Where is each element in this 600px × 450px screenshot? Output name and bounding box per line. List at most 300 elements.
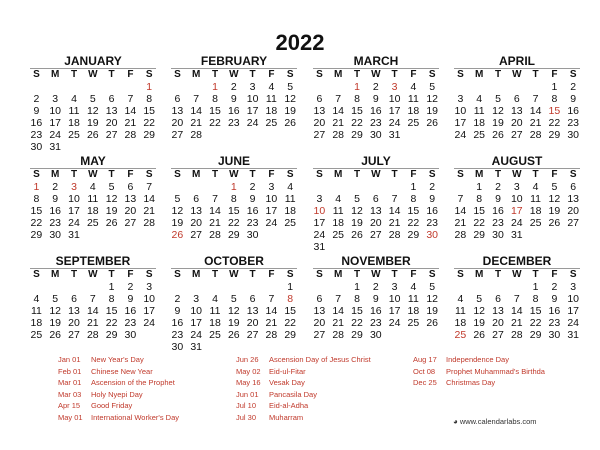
day-cell: 4 xyxy=(268,81,275,93)
day-cell: 7 xyxy=(146,181,153,193)
empty-cell xyxy=(451,181,470,193)
weekday-header-row xyxy=(310,269,442,281)
weekday-header: T xyxy=(532,269,539,280)
day-cell: 21 xyxy=(124,117,137,129)
day-cell: 26 xyxy=(473,329,486,341)
empty-cell xyxy=(83,229,102,241)
week-row xyxy=(310,81,442,93)
day-cell: 7 xyxy=(268,293,275,305)
weekday-header: F xyxy=(268,169,275,180)
day-cell: 3 xyxy=(513,181,520,193)
empty-cell xyxy=(451,141,470,153)
empty-cell xyxy=(83,341,102,353)
weekday-header: M xyxy=(475,169,484,180)
weekday-header: T xyxy=(391,169,398,180)
day-cell: 17 xyxy=(246,105,259,117)
day-cell: 12 xyxy=(548,193,561,205)
empty-cell xyxy=(140,229,159,241)
weekday-header: M xyxy=(334,69,343,80)
empty-cell xyxy=(102,341,121,353)
day-cell: 8 xyxy=(532,293,539,305)
day-cell: 20 xyxy=(171,117,184,129)
day-cell: 20 xyxy=(369,217,382,229)
day-cell: 15 xyxy=(473,205,486,217)
empty-cell xyxy=(451,281,470,293)
empty-cell xyxy=(65,81,84,93)
empty-cell xyxy=(262,281,281,293)
day-cell: 2 xyxy=(33,93,40,105)
empty-cell xyxy=(545,229,564,241)
day-cell: 15 xyxy=(105,305,118,317)
day-cell: 10 xyxy=(49,105,62,117)
weekday-header: M xyxy=(192,169,201,180)
day-cell: 20 xyxy=(492,317,504,329)
weekday-header: F xyxy=(127,269,134,280)
empty-cell xyxy=(140,141,159,153)
day-cell: 11 xyxy=(530,193,542,205)
day-cell: 7 xyxy=(532,93,539,105)
week-row xyxy=(451,329,583,341)
day-cell: 10 xyxy=(313,205,326,217)
day-cell: 8 xyxy=(476,193,483,205)
day-cell: 18 xyxy=(30,317,43,329)
week-row xyxy=(168,129,300,141)
week-row xyxy=(27,181,159,193)
day-cell: 11 xyxy=(209,305,221,317)
day-cell: 12 xyxy=(426,93,439,105)
week-row xyxy=(310,229,442,241)
weekday-header: F xyxy=(410,169,417,180)
day-cell: 30 xyxy=(492,229,504,241)
day-cell: 17 xyxy=(313,217,326,229)
day-cell: 27 xyxy=(124,217,137,229)
holiday-entry xyxy=(58,377,179,389)
day-cell: 22 xyxy=(529,317,542,329)
day-cell: 22 xyxy=(284,317,297,329)
day-cell: 22 xyxy=(30,217,43,229)
day-cell: 30 xyxy=(49,229,62,241)
weekday-header: T xyxy=(494,269,502,280)
day-cell: 7 xyxy=(391,193,398,205)
week-row xyxy=(168,93,300,105)
weekday-header: F xyxy=(268,69,275,80)
empty-cell xyxy=(366,141,385,153)
day-cell: 5 xyxy=(551,181,558,193)
empty-cell xyxy=(545,341,564,353)
day-cell: 28 xyxy=(529,129,542,141)
day-cell: 5 xyxy=(174,193,181,205)
day-cell: 18 xyxy=(284,205,297,217)
day-cell: 16 xyxy=(492,205,504,217)
day-cell: 14 xyxy=(332,105,345,117)
day-cell: 27 xyxy=(171,129,184,141)
month-april xyxy=(451,55,583,153)
day-cell: 15 xyxy=(529,305,542,317)
day-cell: 25 xyxy=(473,129,486,141)
holiday-name: International Worker's Day xyxy=(91,412,179,422)
day-cell: 29 xyxy=(143,129,156,141)
month-name: APRIL xyxy=(454,55,580,69)
weekday-header: S xyxy=(145,69,153,80)
day-cell: 10 xyxy=(388,93,401,105)
empty-cell xyxy=(489,241,508,253)
empty-cell xyxy=(423,341,442,353)
day-cell: 15 xyxy=(351,305,363,317)
day-cell: 19 xyxy=(351,217,363,229)
day-cell: 20 xyxy=(105,117,118,129)
day-cell: 1 xyxy=(354,281,360,293)
day-cell: 31 xyxy=(190,341,203,353)
day-cell: 18 xyxy=(265,105,278,117)
weekday-header: S xyxy=(428,69,436,80)
empty-cell xyxy=(564,341,583,353)
holiday-entry xyxy=(413,377,545,389)
day-cell: 30 xyxy=(30,141,43,153)
day-cell: 3 xyxy=(316,193,323,205)
day-cell: 10 xyxy=(246,93,259,105)
day-cell: 4 xyxy=(476,93,483,105)
website-url: www.calendarlabs.com xyxy=(459,417,537,426)
holiday-date: Feb 01 xyxy=(58,366,82,376)
empty-cell xyxy=(545,241,564,253)
day-cell: 14 xyxy=(265,305,278,317)
day-cell: 28 xyxy=(388,229,401,241)
weekday-header: T xyxy=(211,269,219,280)
day-cell: 1 xyxy=(354,81,360,93)
weekday-header: F xyxy=(551,269,558,280)
day-cell: 7 xyxy=(193,93,200,105)
holiday-date: Jun 26 xyxy=(236,355,259,364)
holiday-date: Mar 03 xyxy=(58,389,82,399)
day-cell: 26 xyxy=(171,229,184,241)
day-cell: 15 xyxy=(30,205,43,217)
day-cell: 26 xyxy=(105,217,118,229)
empty-cell xyxy=(404,241,423,253)
week-row xyxy=(168,117,300,129)
holiday-list-3 xyxy=(413,354,545,389)
empty-cell xyxy=(121,141,140,153)
day-cell: 24 xyxy=(246,117,259,129)
empty-cell xyxy=(329,281,348,293)
month-name: FEBRUARY xyxy=(171,55,297,69)
day-cell: 6 xyxy=(127,181,134,193)
day-cell: 9 xyxy=(52,193,59,205)
day-cell: 14 xyxy=(529,105,542,117)
empty-cell xyxy=(526,341,545,353)
day-cell: 21 xyxy=(190,117,203,129)
day-cell: 8 xyxy=(354,293,360,305)
weekday-header: T xyxy=(70,169,78,180)
day-cell: 17 xyxy=(388,105,401,117)
day-cell: 27 xyxy=(567,217,580,229)
empty-cell xyxy=(451,81,470,93)
weekday-header: W xyxy=(512,269,522,280)
day-cell: 24 xyxy=(49,129,62,141)
empty-cell xyxy=(224,341,243,353)
week-row xyxy=(168,293,300,305)
week-row xyxy=(310,141,442,153)
weekday-header: T xyxy=(211,169,219,180)
day-cell: 26 xyxy=(426,117,439,129)
day-cell: 7 xyxy=(513,293,520,305)
empty-cell xyxy=(83,141,102,153)
day-cell: 28 xyxy=(265,329,278,341)
empty-cell xyxy=(187,141,206,153)
day-cell: 8 xyxy=(146,93,153,105)
day-cell: 20 xyxy=(313,117,326,129)
empty-cell xyxy=(262,141,281,153)
weekday-header: M xyxy=(192,269,201,280)
day-cell: 17 xyxy=(454,117,467,129)
day-cell: 16 xyxy=(227,105,240,117)
weekday-header: S xyxy=(316,269,323,280)
day-cell: 5 xyxy=(287,81,294,93)
day-cell: 22 xyxy=(473,217,486,229)
week-row xyxy=(451,193,583,205)
day-cell: 24 xyxy=(313,229,326,241)
day-cell: 16 xyxy=(30,117,43,129)
day-cell: 20 xyxy=(567,205,580,217)
day-cell: 5 xyxy=(108,181,115,193)
day-cell: 27 xyxy=(369,229,382,241)
empty-cell xyxy=(187,281,206,293)
day-cell: 21 xyxy=(143,205,156,217)
day-cell: 10 xyxy=(454,105,467,117)
day-cell: 13 xyxy=(124,193,137,205)
empty-cell xyxy=(470,81,489,93)
day-cell: 3 xyxy=(391,281,398,293)
day-cell: 20 xyxy=(510,117,523,129)
day-cell: 15 xyxy=(209,105,221,117)
week-row xyxy=(451,293,583,305)
week-row xyxy=(310,341,442,353)
day-cell: 7 xyxy=(335,93,342,105)
day-cell: 14 xyxy=(143,193,156,205)
weekday-header: W xyxy=(229,269,239,280)
day-cell: 22 xyxy=(351,117,363,129)
month-january xyxy=(27,55,159,153)
day-cell: 22 xyxy=(351,317,363,329)
week-row xyxy=(310,105,442,117)
week-row xyxy=(310,181,442,193)
weekday-header: S xyxy=(569,269,577,280)
day-cell: 19 xyxy=(492,117,504,129)
day-cell: 23 xyxy=(567,117,580,129)
weekday-header: F xyxy=(127,169,134,180)
day-cell: 14 xyxy=(388,205,401,217)
week-row xyxy=(451,93,583,105)
weekday-header: T xyxy=(391,69,398,80)
week-row xyxy=(168,205,300,217)
day-cell: 12 xyxy=(227,305,240,317)
day-cell: 6 xyxy=(174,93,181,105)
empty-cell xyxy=(206,341,225,353)
day-cell: 11 xyxy=(68,105,80,117)
day-cell: 21 xyxy=(454,217,467,229)
weekday-header: W xyxy=(371,169,381,180)
empty-cell xyxy=(83,281,102,293)
day-cell: 14 xyxy=(454,205,467,217)
day-cell: 29 xyxy=(105,329,118,341)
day-cell: 15 xyxy=(407,205,420,217)
month-name: AUGUST xyxy=(454,155,580,169)
day-cell: 29 xyxy=(30,229,43,241)
week-row xyxy=(27,141,159,153)
day-cell: 28 xyxy=(454,229,467,241)
weekday-header: T xyxy=(249,169,256,180)
weekday-header: M xyxy=(51,69,60,80)
weekday-header: T xyxy=(494,69,502,80)
empty-cell xyxy=(470,141,489,153)
day-cell: 25 xyxy=(454,329,467,341)
empty-cell xyxy=(404,329,423,341)
weekday-header-row xyxy=(27,269,159,281)
holiday-date: May 02 xyxy=(236,366,261,376)
week-row xyxy=(451,341,583,353)
empty-cell xyxy=(27,81,46,93)
day-cell: 12 xyxy=(351,205,363,217)
week-row xyxy=(168,217,300,229)
weekday-header: M xyxy=(475,269,484,280)
day-cell: 22 xyxy=(209,117,221,129)
day-cell: 5 xyxy=(52,293,59,305)
week-row xyxy=(451,305,583,317)
empty-cell xyxy=(224,281,243,293)
week-row xyxy=(27,293,159,305)
empty-cell xyxy=(121,341,140,353)
day-cell: 22 xyxy=(227,217,240,229)
weekday-header: S xyxy=(457,169,464,180)
day-cell: 31 xyxy=(313,241,326,253)
weekday-header: T xyxy=(532,69,539,80)
holiday-date: Jul 10 xyxy=(236,401,257,410)
holiday-name: Eid-al-Adha xyxy=(269,401,309,410)
day-cell: 16 xyxy=(548,305,561,317)
empty-cell xyxy=(348,181,367,193)
day-cell: 5 xyxy=(354,193,360,205)
weekday-header: T xyxy=(108,269,115,280)
holiday-entry xyxy=(58,354,179,366)
day-cell: 23 xyxy=(426,217,439,229)
empty-cell xyxy=(46,81,65,93)
holiday-entry xyxy=(236,366,371,378)
day-cell: 2 xyxy=(570,81,577,93)
day-cell: 29 xyxy=(351,129,363,141)
holiday-date: Jun 01 xyxy=(236,389,259,399)
day-cell: 26 xyxy=(49,329,62,341)
day-cell: 10 xyxy=(265,193,278,205)
weekday-header: T xyxy=(353,169,361,180)
holiday-entry xyxy=(236,412,371,424)
weekday-header: W xyxy=(88,269,98,280)
weekday-header: M xyxy=(334,269,343,280)
day-cell: 1 xyxy=(33,181,40,193)
day-cell: 9 xyxy=(127,293,134,305)
day-cell: 26 xyxy=(86,129,99,141)
day-cell: 12 xyxy=(473,305,486,317)
weekday-header: S xyxy=(569,169,577,180)
day-cell: 8 xyxy=(551,93,558,105)
week-row xyxy=(168,341,300,353)
weekday-header: F xyxy=(551,169,558,180)
empty-cell xyxy=(121,81,140,93)
day-cell: 2 xyxy=(372,81,379,93)
day-cell: 22 xyxy=(407,217,420,229)
day-cell: 9 xyxy=(570,93,577,105)
holiday-date: Jul 30 xyxy=(236,412,257,422)
month-november xyxy=(310,255,442,353)
week-row xyxy=(168,241,300,253)
day-cell: 20 xyxy=(190,217,203,229)
day-cell: 21 xyxy=(388,217,401,229)
day-cell: 28 xyxy=(86,329,99,341)
day-cell: 21 xyxy=(86,317,99,329)
weekday-header-row xyxy=(451,169,583,181)
day-cell: 31 xyxy=(49,141,62,153)
empty-cell xyxy=(329,181,348,193)
day-cell: 3 xyxy=(52,93,59,105)
day-cell: 16 xyxy=(426,205,439,217)
weekday-header: S xyxy=(33,169,40,180)
empty-cell xyxy=(262,129,281,141)
weekday-header: T xyxy=(391,269,398,280)
week-row xyxy=(310,241,442,253)
day-cell: 26 xyxy=(426,317,439,329)
day-cell: 7 xyxy=(127,93,134,105)
day-cell: 30 xyxy=(369,129,382,141)
day-cell: 1 xyxy=(146,81,153,93)
day-cell: 16 xyxy=(171,317,184,329)
empty-cell xyxy=(206,141,225,153)
empty-cell xyxy=(168,141,187,153)
month-name: JANUARY xyxy=(30,55,156,69)
day-cell: 1 xyxy=(410,181,417,193)
week-row xyxy=(168,229,300,241)
day-cell: 18 xyxy=(473,117,486,129)
day-cell: 3 xyxy=(391,81,398,93)
empty-cell xyxy=(102,81,121,93)
day-cell: 25 xyxy=(407,117,420,129)
empty-cell xyxy=(310,341,329,353)
day-cell: 2 xyxy=(249,181,256,193)
holiday-name: New Year's Day xyxy=(91,355,144,364)
empty-cell xyxy=(281,241,300,253)
day-cell: 22 xyxy=(105,317,118,329)
day-cell: 1 xyxy=(551,81,558,93)
weekday-header: T xyxy=(249,69,256,80)
day-cell: 24 xyxy=(265,217,278,229)
day-cell: 7 xyxy=(457,193,464,205)
day-cell: 8 xyxy=(354,93,360,105)
day-cell: 24 xyxy=(510,217,523,229)
day-cell: 21 xyxy=(332,117,345,129)
empty-cell xyxy=(385,329,404,341)
weekday-header: M xyxy=(475,69,484,80)
holiday-date: Dec 25 xyxy=(413,378,437,387)
day-cell: 8 xyxy=(410,193,417,205)
day-cell: 9 xyxy=(495,193,501,205)
day-cell: 11 xyxy=(284,193,296,205)
holiday-name: Holy Nyepi Day xyxy=(91,389,143,399)
day-cell: 4 xyxy=(89,181,96,193)
day-cell: 29 xyxy=(529,329,542,341)
week-row xyxy=(27,305,159,317)
weekday-header: S xyxy=(428,169,436,180)
day-cell: 11 xyxy=(332,205,344,217)
day-cell: 14 xyxy=(209,205,221,217)
week-row xyxy=(27,329,159,341)
week-row xyxy=(310,281,442,293)
